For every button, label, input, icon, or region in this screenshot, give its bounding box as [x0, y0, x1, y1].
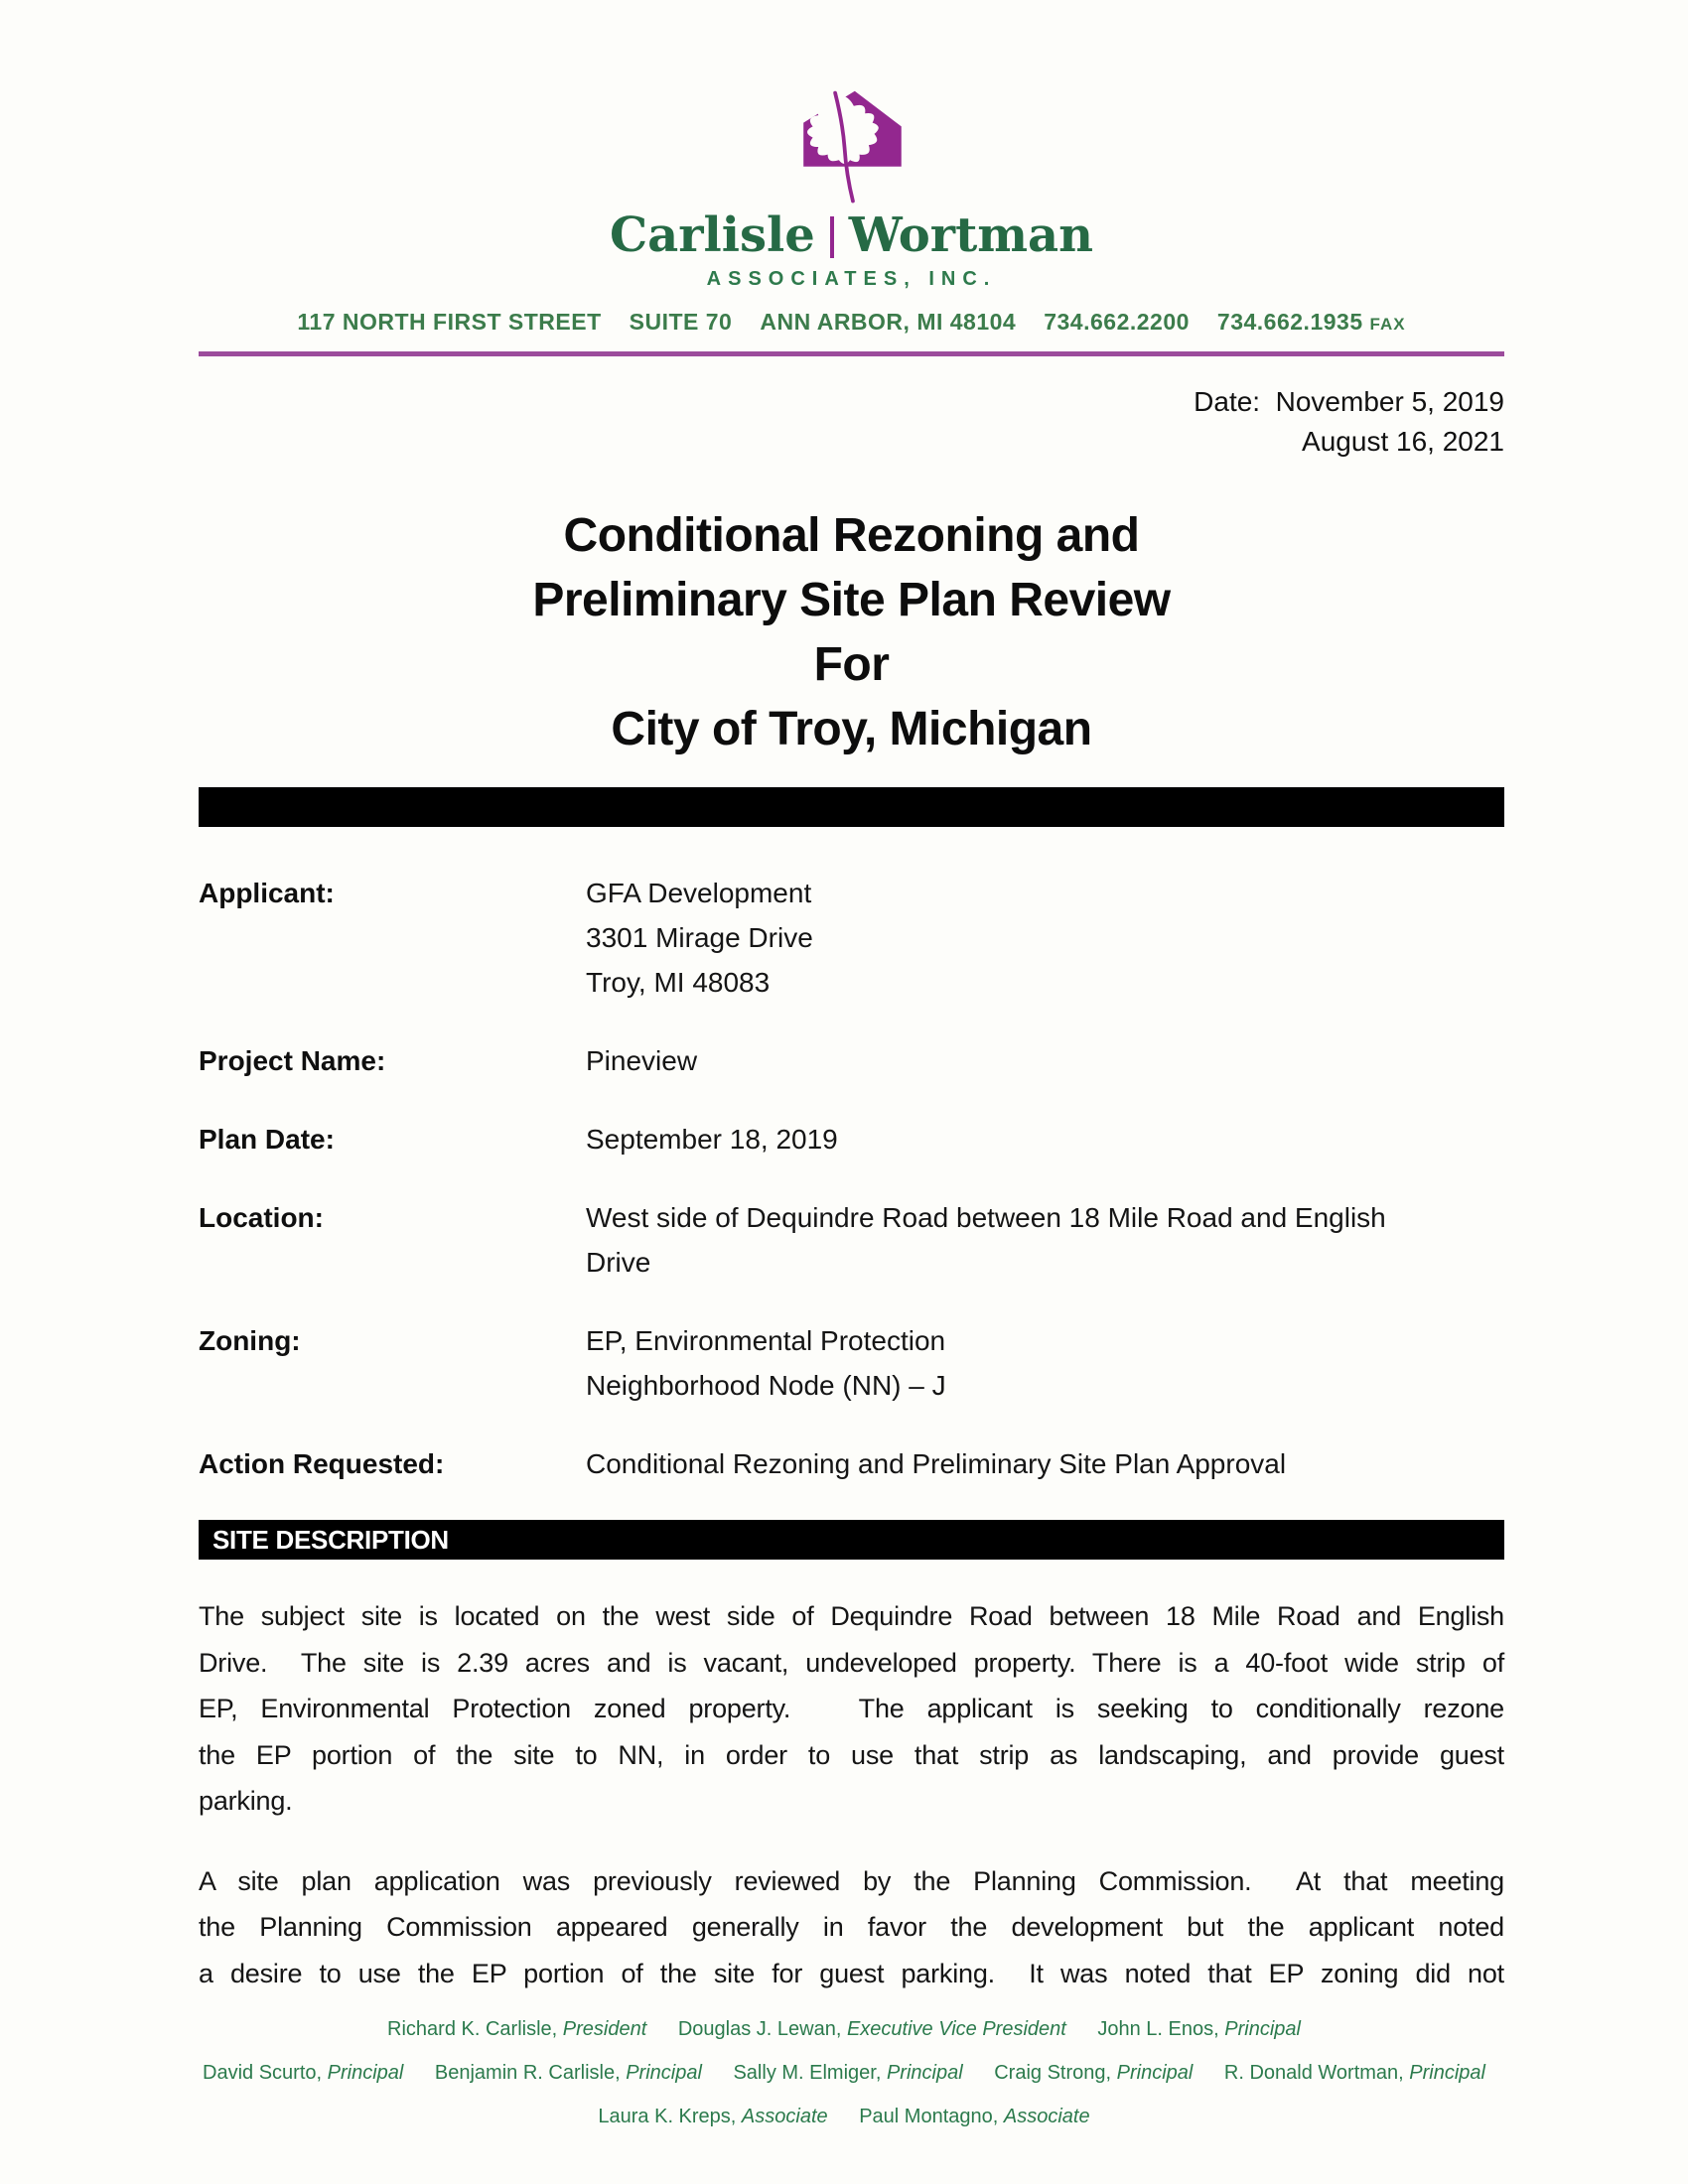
- field-value-line: West side of Dequindre Road between 18 Mile Road and English: [586, 1202, 1386, 1233]
- field-label: Zoning:: [199, 1325, 301, 1356]
- field-value-line: EP, Environmental Protection: [586, 1325, 946, 1356]
- field-value-line: September 18, 2019: [586, 1124, 838, 1155]
- field-label: Project Name:: [199, 1045, 386, 1076]
- person-name: Douglas J. Lewan,: [677, 2018, 842, 2040]
- person-name: Richard K. Carlisle,: [387, 2018, 558, 2040]
- person-title: Principal: [1224, 2018, 1301, 2040]
- person-name: Craig Strong,: [994, 2062, 1112, 2084]
- field-row-action-requested: [199, 1441, 1504, 1486]
- company-name-right: Wortman: [848, 207, 1094, 263]
- field-label: Location:: [199, 1202, 324, 1233]
- field-row-zoning: [199, 1318, 1504, 1408]
- footer-line-2: [0, 2051, 1688, 2095]
- black-divider-bar: [199, 787, 1504, 827]
- summary-fields: [199, 871, 1504, 1486]
- body-line: The subject site is located on the west side of Dequindre Road between 18 Mile Road and English: [199, 1601, 1504, 1631]
- document-content: [199, 0, 1504, 1996]
- footer-line-3: [0, 2095, 1688, 2138]
- footer-person: [678, 2018, 1066, 2040]
- document-title: [199, 503, 1504, 761]
- field-values: [586, 1117, 1504, 1161]
- address-street: 117 NORTH FIRST STREET: [297, 309, 602, 335]
- field-label: Plan Date:: [199, 1124, 335, 1155]
- person-title: Principal: [626, 2062, 702, 2084]
- person-title: Executive Vice President: [846, 2018, 1066, 2040]
- field-row-plan-date: [199, 1117, 1504, 1161]
- footer-person: [435, 2062, 702, 2084]
- footer-person: [203, 2062, 403, 2084]
- letterhead-address: [199, 309, 1504, 336]
- company-subtitle: ASSOCIATES, INC.: [706, 268, 997, 290]
- address-fax: [1217, 309, 1406, 335]
- field-label: Action Requested:: [199, 1448, 445, 1479]
- site-description-section-bar: [199, 1520, 1504, 1560]
- person-name: Benjamin R. Carlisle,: [434, 2062, 621, 2084]
- person-title: Principal: [327, 2062, 404, 2084]
- footer-person: [859, 2106, 1089, 2127]
- section-title: SITE DESCRIPTION: [212, 1524, 449, 1555]
- body-line: EP, Environmental Protection zoned property. The applicant is seeking to conditionally rezone: [199, 1694, 1504, 1723]
- field-value-line: GFA Development: [586, 878, 812, 908]
- person-title: President: [562, 2018, 647, 2040]
- footer-person: [1224, 2062, 1485, 2084]
- footer-line-1: [0, 2007, 1688, 2051]
- firm-principals-footer: [0, 2007, 1688, 2138]
- address-city: ANN ARBOR, MI 48104: [760, 309, 1017, 335]
- person-name: John L. Enos,: [1097, 2018, 1219, 2040]
- field-value-line: Pineview: [586, 1045, 698, 1076]
- person-title: Principal: [1116, 2062, 1194, 2084]
- fax-label: FAX: [1369, 315, 1406, 334]
- footer-person: [598, 2106, 827, 2127]
- date-block: [199, 382, 1504, 462]
- field-value-line: Neighborhood Node (NN) – J: [586, 1370, 946, 1401]
- footer-person: [994, 2062, 1193, 2084]
- person-name: Laura K. Kreps,: [598, 2106, 737, 2127]
- address-suite: SUITE 70: [629, 309, 733, 335]
- footer-person: [733, 2062, 962, 2084]
- person-name: R. Donald Wortman,: [1223, 2062, 1404, 2084]
- field-values: [586, 1038, 1504, 1083]
- field-values: [586, 871, 1504, 1005]
- footer-person: [1097, 2018, 1301, 2040]
- field-label: Applicant:: [199, 878, 335, 908]
- field-value-line: Conditional Rezoning and Preliminary Site Plan Approval: [586, 1448, 1287, 1479]
- person-name: Sally M. Elmiger,: [733, 2062, 882, 2084]
- field-values: [586, 1318, 1504, 1408]
- address-phone: 734.662.2200: [1044, 309, 1190, 335]
- body-line: A site plan application was previously reviewed by the Planning Commission. At that meeting: [199, 1865, 1504, 1896]
- field-value-line: 3301 Mirage Drive: [586, 922, 813, 953]
- field-row-applicant: [199, 871, 1504, 1005]
- person-title: Associate: [741, 2106, 828, 2127]
- address-fax-number: 734.662.1935: [1216, 309, 1363, 335]
- title-line-1: Conditional Rezoning and: [563, 509, 1140, 562]
- company-name-left: Carlisle: [609, 207, 815, 263]
- wordmark-divider: [830, 216, 834, 258]
- field-row-project-name: [199, 1038, 1504, 1083]
- body-line: the Planning Commission appeared generally in favor the development but the applicant noted: [199, 1912, 1504, 1942]
- body-paragraph-1: [199, 1593, 1504, 1825]
- field-values: [586, 1195, 1504, 1285]
- carlisle-wortman-logo: [199, 87, 1504, 208]
- title-line-2: Preliminary Site Plan Review: [532, 574, 1171, 626]
- person-name: Paul Montagno,: [859, 2106, 999, 2127]
- title-line-4: City of Troy, Michigan: [611, 703, 1092, 755]
- body-line: parking.: [199, 1786, 293, 1816]
- field-value-line: Drive: [586, 1247, 651, 1278]
- person-title: Associate: [1003, 2106, 1090, 2127]
- body-line: a desire to use the EP portion of the site for guest parking. It was noted that EP zoning did not: [199, 1958, 1504, 1988]
- field-row-location: [199, 1195, 1504, 1285]
- company-wordmark: [199, 208, 1504, 262]
- person-name: David Scurto,: [203, 2062, 323, 2084]
- field-value-line: Troy, MI 48083: [586, 967, 771, 998]
- date-line-1: Date: November 5, 2019: [1194, 386, 1504, 417]
- field-values: [586, 1441, 1504, 1486]
- body-line: the EP portion of the site to NN, in order to use that strip as landscaping, and provide guest: [199, 1739, 1504, 1770]
- body-line: Drive. The site is 2.39 acres and is vacant, undeveloped property. There is a 40-foot wide strip of: [199, 1647, 1504, 1678]
- letterhead-divider-rule: [199, 351, 1504, 356]
- body-paragraph-2: [199, 1858, 1504, 1997]
- person-title: Principal: [886, 2062, 963, 2084]
- title-line-3: For: [813, 638, 890, 691]
- date-line-2: August 16, 2021: [1302, 426, 1504, 457]
- footer-person: [387, 2018, 646, 2040]
- house-oak-leaf-icon: [793, 87, 911, 208]
- person-title: Principal: [1409, 2062, 1485, 2084]
